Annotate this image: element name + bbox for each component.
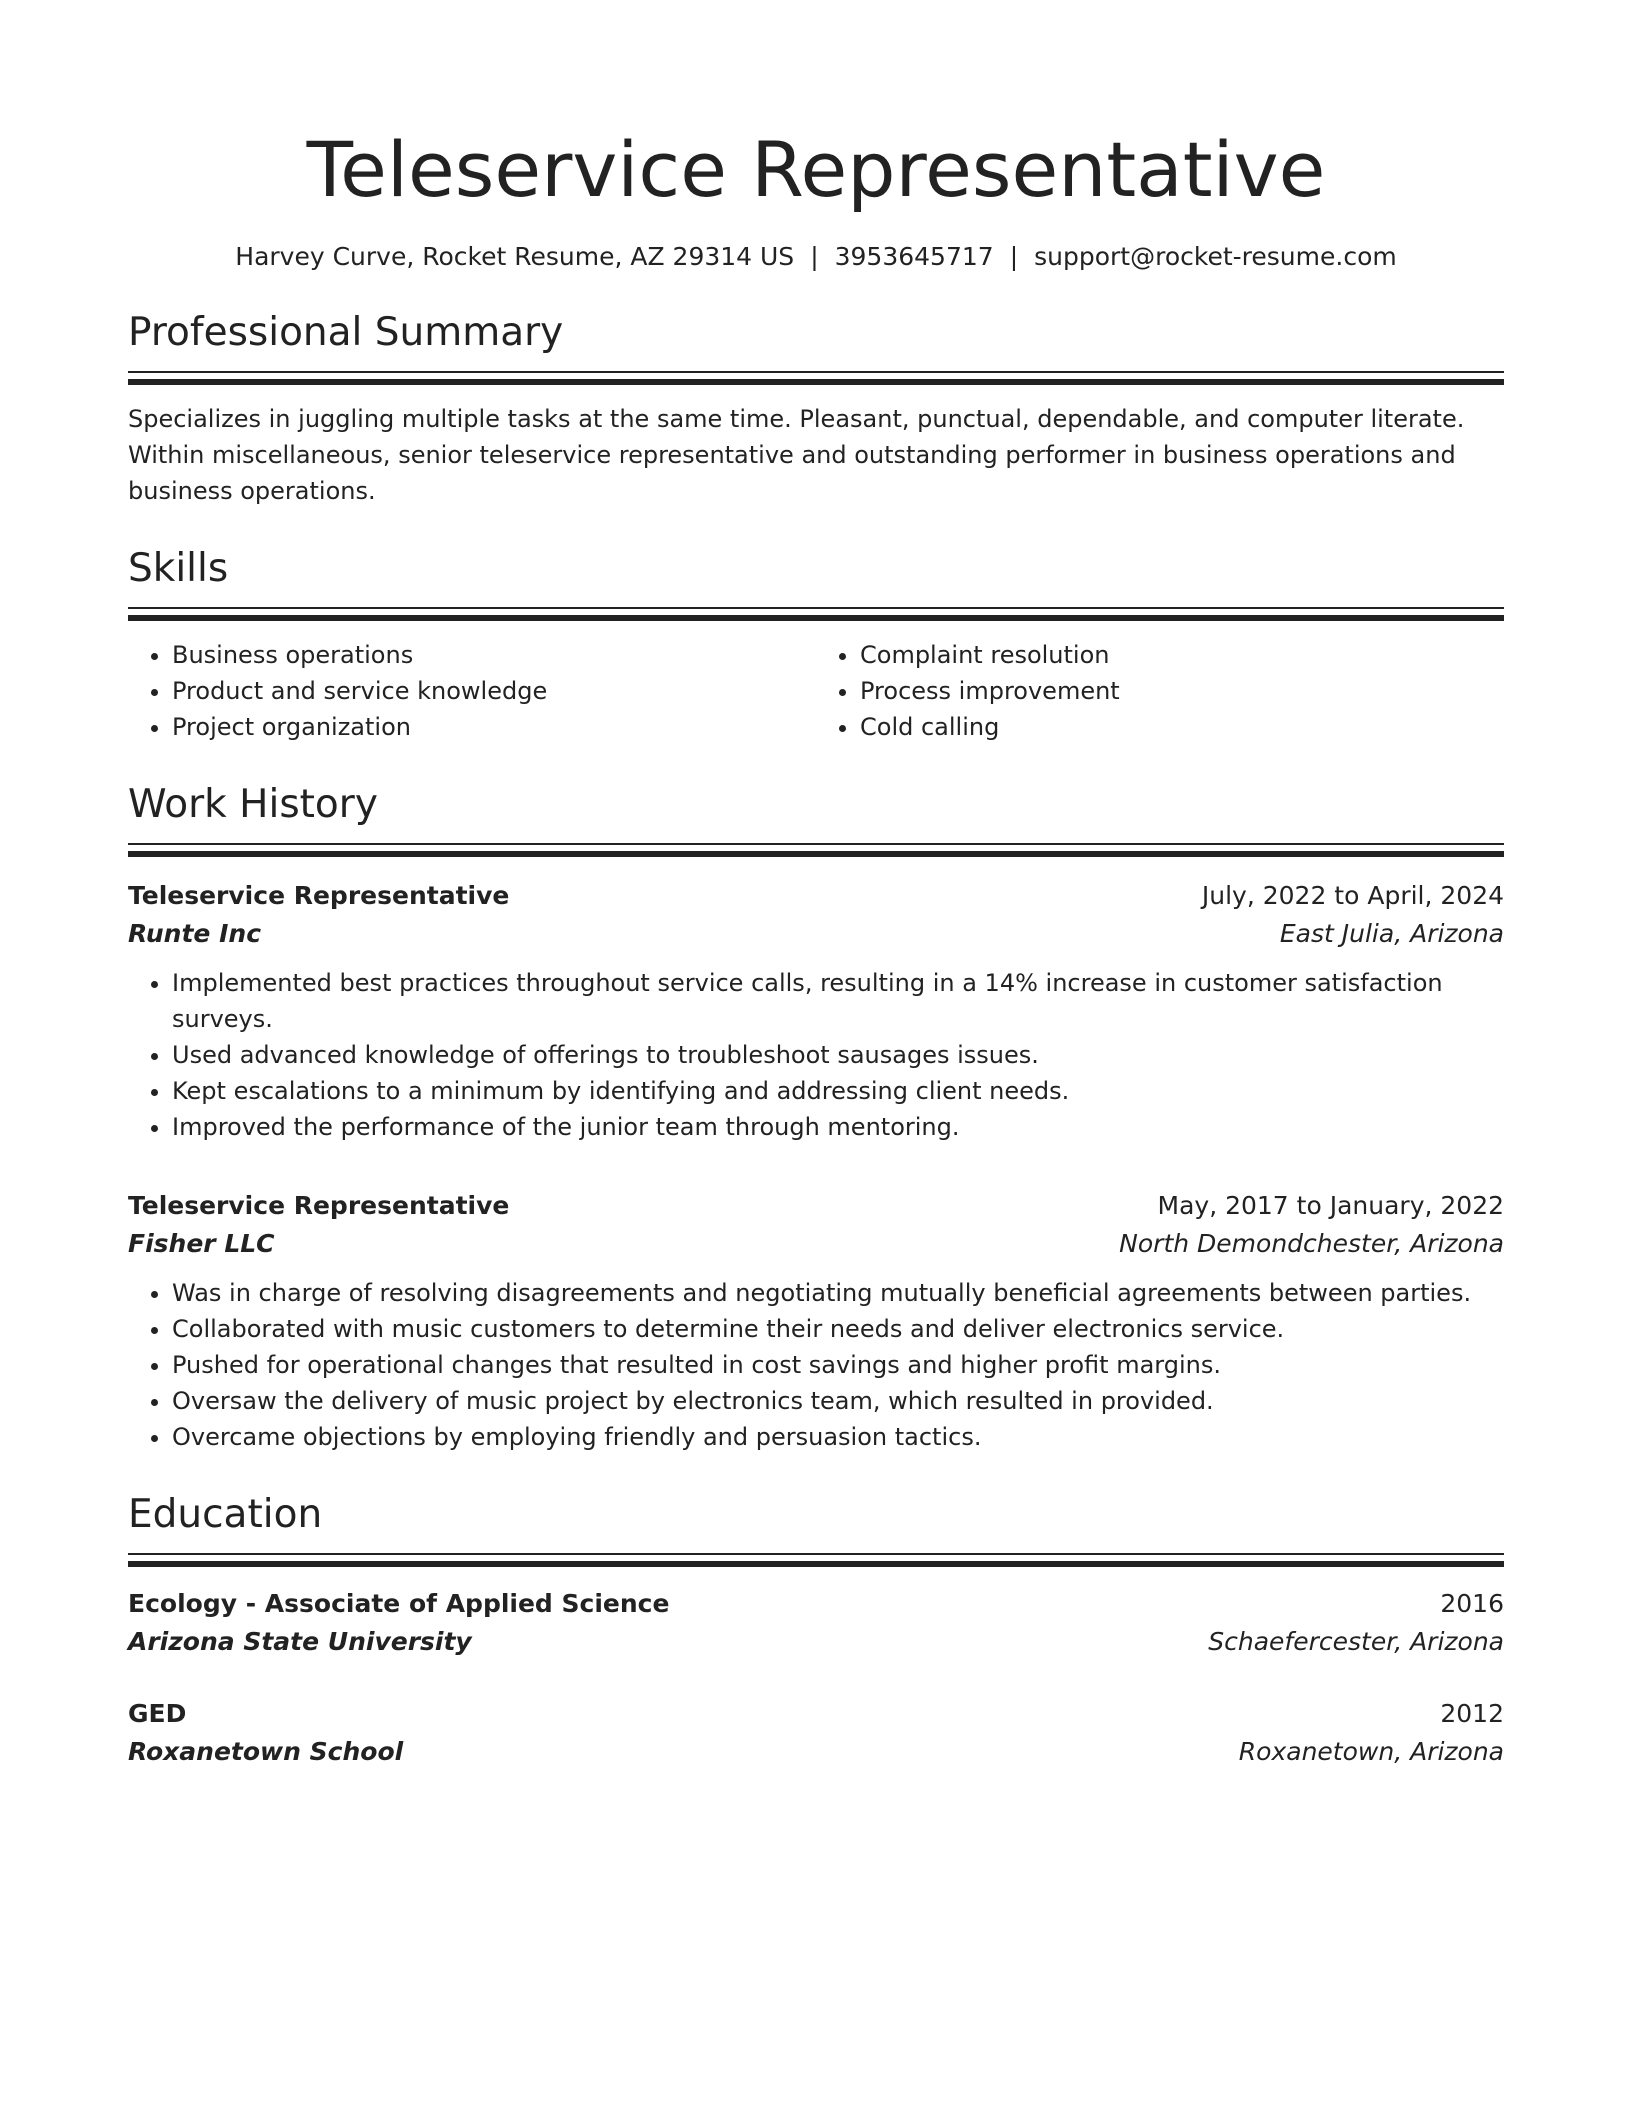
section-title-education: Education — [128, 1492, 323, 1537]
job-bullet: • Used advanced knowledge of offerings to troubleshoot sausages issues. — [172, 1037, 1504, 1073]
resume-title: Teleservice Representative — [306, 125, 1326, 214]
education-year: 2016 — [1440, 1589, 1504, 1618]
job-bullets — [128, 1275, 1504, 1455]
contact-line — [128, 241, 1504, 273]
job-dates: July, 2022 to April, 2024 — [1201, 881, 1504, 910]
section-title-summary: Professional Summary — [128, 310, 564, 355]
section-divider — [128, 371, 1504, 385]
skills-list — [128, 637, 1504, 745]
education-year: 2012 — [1440, 1699, 1504, 1728]
summary-section — [128, 309, 1504, 509]
education-header-row — [128, 1585, 1504, 1623]
skill-item: • Product and service knowledge — [172, 673, 816, 709]
job-company: Fisher LLC — [128, 1229, 275, 1258]
job-bullet: • Overcame objections by employing friendly and persuasion tactics. — [172, 1419, 1504, 1455]
job-bullet: • Pushed for operational changes that resulted in cost savings and higher profit margins. — [172, 1347, 1504, 1383]
contact-separator: | — [810, 242, 819, 271]
job-header-row — [128, 877, 1504, 915]
education-school-row — [128, 1733, 1504, 1771]
education-entry — [128, 1695, 1504, 1771]
skill-item: • Cold calling — [860, 709, 1504, 745]
job-bullet: • Improved the performance of the junior team through mentoring. — [172, 1109, 1504, 1145]
job-header-row — [128, 1187, 1504, 1225]
work-history-section — [128, 781, 1504, 1455]
skills-section — [128, 545, 1504, 745]
job-company-row — [128, 915, 1504, 953]
job-location: North Demondchester, Arizona — [1119, 1229, 1504, 1258]
education-school: Roxanetown School — [128, 1737, 404, 1766]
skills-column-right — [816, 637, 1504, 745]
skill-item: • Process improvement — [860, 673, 1504, 709]
contact-email[interactable]: support@rocket-resume.com — [1034, 242, 1397, 271]
job-bullet: • Was in charge of resolving disagreements and negotiating mutually beneficial agreements between parties. — [172, 1275, 1504, 1311]
contact-address: Harvey Curve, Rocket Resume, AZ 29314 US — [235, 242, 795, 271]
education-school: Arizona State University — [128, 1627, 472, 1656]
job-bullet: • Implemented best practices throughout service calls, resulting in a 14% increase in customer satisfaction surveys. — [172, 965, 1504, 1037]
skill-item: • Complaint resolution — [860, 637, 1504, 673]
education-section — [128, 1491, 1504, 1771]
education-header-row — [128, 1695, 1504, 1733]
education-location: Schaefercester, Arizona — [1208, 1627, 1504, 1656]
job-dates: May, 2017 to January, 2022 — [1157, 1191, 1504, 1220]
section-title-skills: Skills — [128, 546, 229, 591]
contact-separator: | — [1009, 242, 1019, 271]
job-company: Runte Inc — [128, 919, 262, 948]
job-entry — [128, 1187, 1504, 1455]
education-degree: GED — [128, 1699, 187, 1728]
section-divider — [128, 607, 1504, 621]
education-entry — [128, 1585, 1504, 1661]
contact-phone: 3953645717 — [834, 242, 994, 271]
skill-item: • Project organization — [172, 709, 816, 745]
job-title: Teleservice Representative — [128, 881, 510, 910]
education-location: Roxanetown, Arizona — [1238, 1737, 1504, 1766]
skill-item: • Business operations — [172, 637, 816, 673]
job-bullet: • Kept escalations to a minimum by identifying and addressing client needs. — [172, 1073, 1504, 1109]
section-divider — [128, 1553, 1504, 1567]
skills-column-left — [128, 637, 816, 745]
job-bullets — [128, 965, 1504, 1145]
education-school-row — [128, 1623, 1504, 1661]
section-divider — [128, 843, 1504, 857]
job-company-row — [128, 1225, 1504, 1263]
job-bullet: • Oversaw the delivery of music project by electronics team, which resulted in provided. — [172, 1383, 1504, 1419]
job-entry — [128, 877, 1504, 1145]
job-bullet: • Collaborated with music customers to determine their needs and deliver electronics service. — [172, 1311, 1504, 1347]
job-title: Teleservice Representative — [128, 1191, 510, 1220]
job-location: East Julia, Arizona — [1279, 919, 1504, 948]
section-title-work-history: Work History — [128, 782, 378, 827]
education-degree: Ecology - Associate of Applied Science — [128, 1589, 670, 1618]
summary-text: Specializes in juggling multiple tasks at the same time. Pleasant, punctual, dependable, and computer literate. Within miscellaneous, senior teleservice representative and outstanding performer in business operations and business operations. — [128, 405, 1465, 505]
